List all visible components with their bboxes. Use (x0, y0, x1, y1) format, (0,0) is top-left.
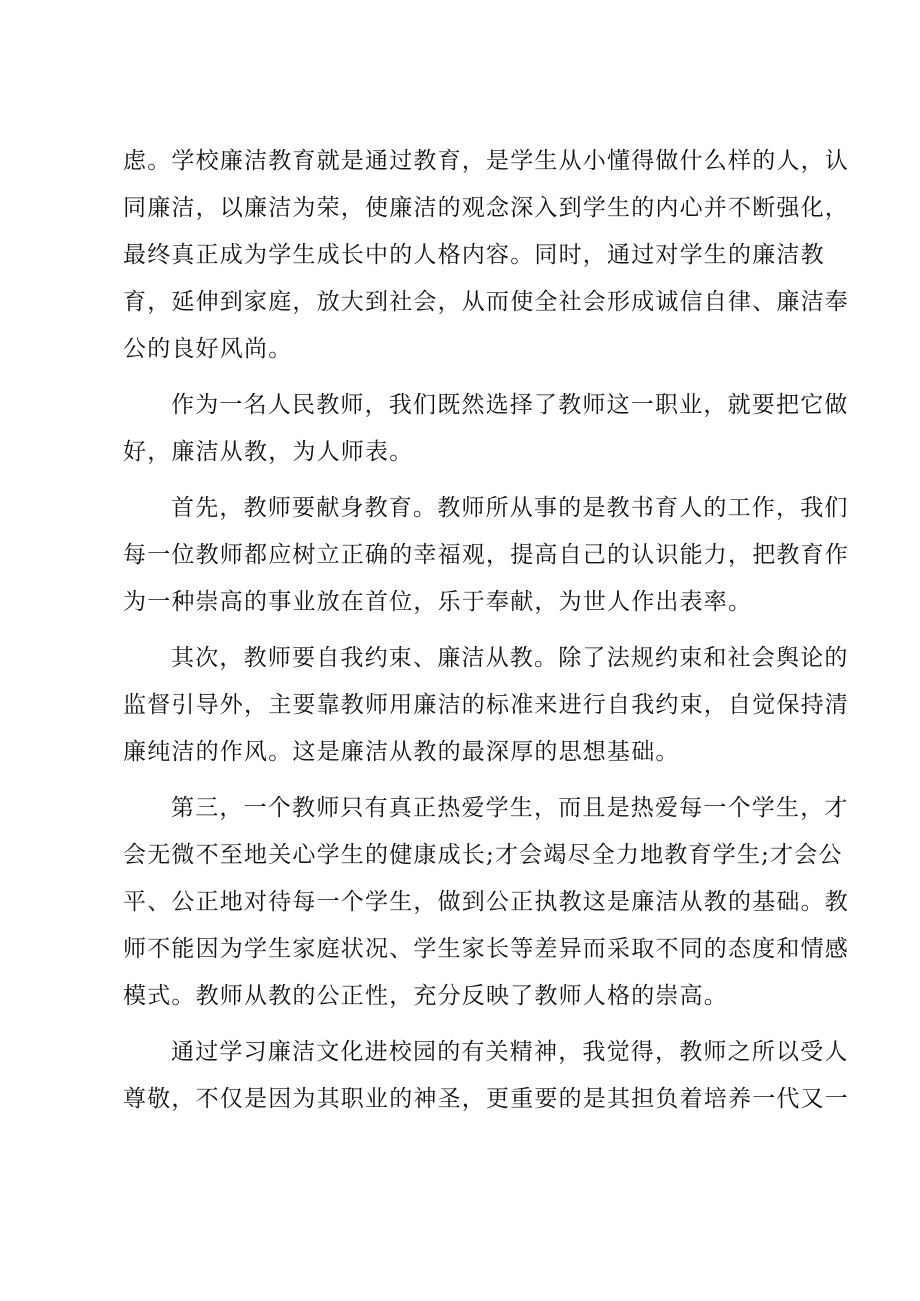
text-line: 其次，教师要自我约束、廉洁从教。除了法规约束和社会舆论的 (171, 645, 849, 671)
document-body (123, 138, 849, 1123)
text-line: 每一位教师都应树立正确的幸福观，提高自己的认识能力，把教育作 (123, 542, 849, 568)
text-line: 师不能因为学生家庭状况、学生家长等差异而采取不同的态度和情感 (123, 936, 849, 962)
text-line: 尊敬，不仅是因为其职业的神圣，更重要的是其担负着培养一代又一 (123, 1086, 849, 1112)
text-line: 虑。学校廉洁教育就是通过教育，是学生从小懂得做什么样的人，认 (123, 148, 849, 174)
text-line: 监督引导外，主要靠教师用廉洁的标准来进行自我约束，自觉保持清 (123, 692, 849, 718)
text-line: 公的良好风尚。 (123, 336, 293, 362)
text-line: 育，延伸到家庭，放大到社会，从而使全社会形成诚信自律、廉洁奉 (123, 289, 849, 315)
text-line: 模式。教师从教的公正性，充分反映了教师人格的崇高。 (123, 983, 728, 1009)
paragraph (123, 485, 849, 626)
text-line: 首先，教师要献身教育。教师所从事的是教书育人的工作，我们 (171, 495, 849, 521)
text-line: 通过学习廉洁文化进校园的有关精神，我觉得，教师之所以受人 (171, 1039, 849, 1065)
text-line: 廉纯洁的作风。这是廉洁从教的最深厚的思想基础。 (123, 739, 680, 765)
paragraph (123, 382, 849, 476)
paragraph (123, 785, 849, 1020)
paragraph (123, 138, 849, 373)
text-line: 第三，一个教师只有真正热爱学生，而且是热爱每一个学生，才 (171, 795, 849, 821)
paragraph (123, 635, 849, 776)
text-line: 会无微不至地关心学生的健康成长;才会竭尽全力地教育学生;才会公 (123, 842, 843, 868)
text-line: 作为一名人民教师，我们既然选择了教师这一职业，就要把它做 (171, 392, 849, 418)
paragraph (123, 1029, 849, 1123)
text-line: 好，廉洁从教，为人师表。 (123, 439, 414, 465)
text-line: 同廉洁，以廉洁为荣，使廉洁的观念深入到学生的内心并不断强化， (123, 195, 849, 221)
text-line: 最终真正成为学生成长中的人格内容。同时，通过对学生的廉洁教 (123, 242, 825, 268)
text-line: 为一种崇高的事业放在首位，乐于奉献，为世人作出表率。 (123, 589, 753, 615)
text-line: 平、公正地对待每一个学生，做到公正执教这是廉洁从教的基础。教 (123, 889, 849, 915)
